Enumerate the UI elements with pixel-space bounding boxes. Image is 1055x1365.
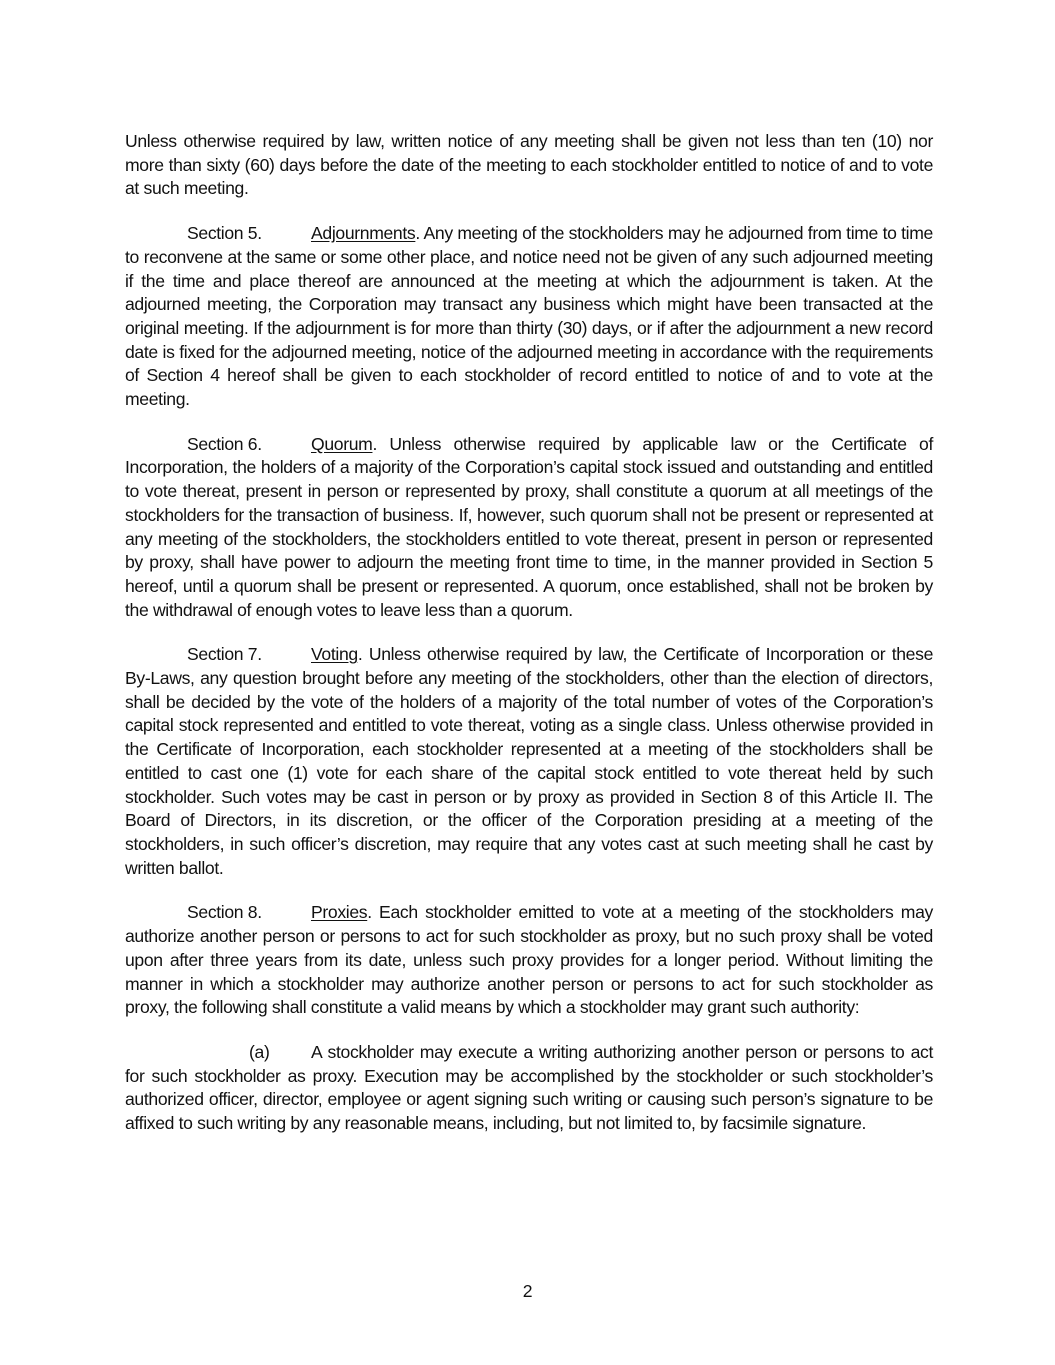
section-heading-quorum: Quorum bbox=[311, 433, 373, 454]
document-body bbox=[125, 130, 933, 1157]
section-body: . Any meeting of the stockholders may he adjourned from time to time to reconvene at the same or some other place, and notice need not be given of any such adjourned meeting if the time and place thereof are announced at the meeting at which the adjournment is taken. At the adjourned meeting, the Corporation may transact any business which might have been transacted at the original meeting. If the adjournment is for more than thirty (30) days, or if after the adjournment a new record date is fixed for the adjourned meeting, notice of the adjourned meeting in accordance with the requirements of Section 4 hereof shall be given to each stockholder of record entitled to notice of and to vote at the meeting. bbox=[125, 223, 933, 410]
section-body: . Unless otherwise required by law, the Certificate of Incorporation or these By-Laws, any question brought before any meeting of the stockholders, other than the election of directors, shall be decided by the vote of the holders of a majority of the total number of votes of the Corporation’s capital stock represented and entitled to vote thereat, voting as a single class. Unless otherwise provided in the Certificate of Incorporation, each stockholder represented at a meeting of the stockholders shall be entitled to cast one (1) vote for each share of the capital stock entitled to vote thereat held by such stockholder. Such votes may be cast in person or by proxy as provided in Section 8 of this Article II. The Board of Directors, in its discretion, or the officer of the Corporation presiding at a meeting of the stockholders, in such officer’s discretion, may require that any votes cast at such meeting shall he cast by written ballot. bbox=[125, 644, 933, 878]
section-heading-voting: Voting bbox=[311, 644, 358, 665]
section-6-paragraph bbox=[125, 433, 933, 623]
section-body: . Unless otherwise required by applicable law or the Certificate of Incorporation, the holders of a majority of the Corporation’s capital stock issued and outstanding and entitled to vote thereat, present in person or represented by proxy, shall constitute a quorum at all meetings of the stockholders for the transaction of business. If, however, such quorum shall not be present or represented at any meeting of the stockholders, the stockholders entitled to vote thereat, present in person or represented by proxy, shall have power to adjourn the meeting front time to time, in the manner provided in Section 5 hereof, until a quorum shall be present or represented. A quorum, once established, shall not be broken by the withdrawal of enough votes to leave less than a quorum. bbox=[125, 433, 933, 620]
section-8-paragraph bbox=[125, 901, 933, 1020]
section-heading-adjournments: Adjournments bbox=[311, 223, 416, 244]
intro-paragraph: Unless otherwise required by law, written notice of any meeting shall be given not less than ten (10) nor more than sixty (60) days before the date of the meeting to each stockholder entitled to notice of and to vote at such meeting. bbox=[125, 131, 933, 199]
page-number: 2 bbox=[522, 1281, 533, 1301]
section-heading-proxies: Proxies bbox=[311, 902, 368, 923]
subsection-body: A stockholder may execute a writing authorizing another person or persons to act for such stockholder as proxy. Execution may be accomplished by the stockholder or such stockholder’s authorized officer, director, employee or agent signing such writing or causing such person’s signature to be affixed to such writing by any reasonable means, including, but not limited to, by facsimile signature. bbox=[125, 1041, 933, 1134]
subsection-label: (a) bbox=[249, 1041, 270, 1062]
section-7-paragraph bbox=[125, 643, 933, 880]
section-label: Section 5. bbox=[187, 223, 262, 244]
section-label: Section 8. bbox=[187, 902, 262, 923]
section-5-paragraph bbox=[125, 222, 933, 412]
section-label: Section 7. bbox=[187, 644, 262, 665]
section-label: Section 6. bbox=[187, 433, 262, 454]
subsection-a-paragraph bbox=[125, 1041, 933, 1136]
section-body: . Each stockholder emitted to vote at a meeting of the stockholders may authorize another person or persons to act for such stockholder as proxy, but no such proxy shall be voted upon after three years from its date, unless such proxy provides for a longer period. Without limiting the manner in which a stockholder may authorize another person or persons to act for such stockholder as proxy, the following shall constitute a valid means by which a stockholder may grant such authority: bbox=[125, 902, 933, 1018]
